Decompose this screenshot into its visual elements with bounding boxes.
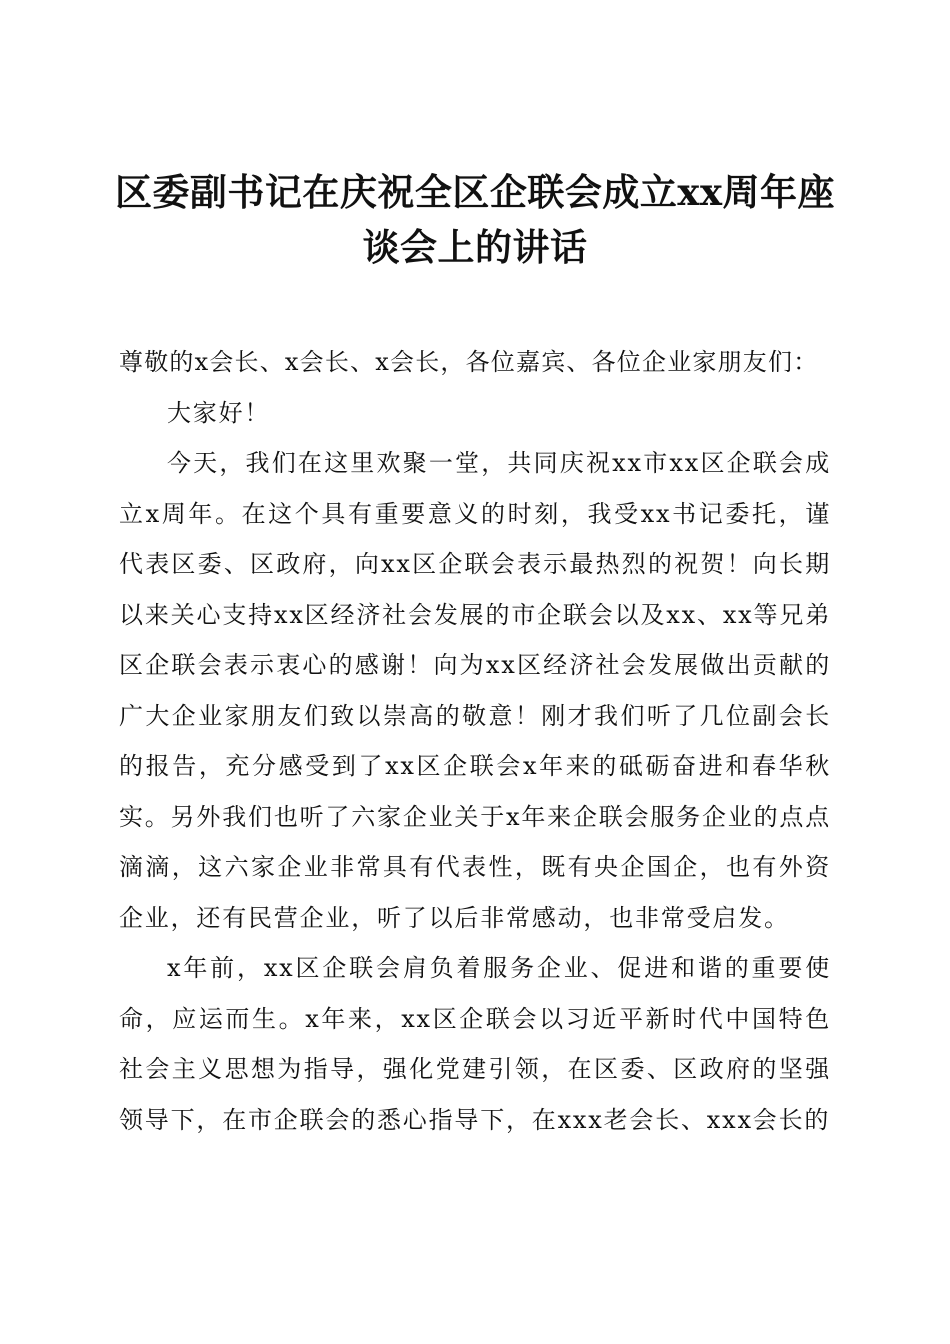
paragraph-2: x年前，xx区企联会肩负着服务企业、促进和谐的重要使命，应运而生。x年来，xx区企联会以习近平新时代中国特色社会主义思想为指导，强化党建引领，在区委、区政府的坚强领导下，在市企联会的悉心指导下，在xxx老会长、xxx会长的 xyxy=(119,954,831,1134)
greeting: 大家好！ xyxy=(167,398,271,427)
salutation: 尊敬的x会长、x会长、x会长，各位嘉宾、各位企业家朋友们： xyxy=(119,348,819,376)
title-line-2: 谈会上的讲话 xyxy=(362,225,588,269)
title-line-1: 区委副书记在庆祝全区企联会成立xx周年座 xyxy=(114,170,836,214)
paragraph-1: 今天，我们在这里欢聚一堂，共同庆祝xx市xx区企联会成立x周年。在这个具有重要意义的时刻，我受xx书记委托，谨代表区委、区政府，向xx区企联会表示最热烈的祝贺！向长期以来关心支持xx区经济社会发展的市企联会以及xx、xx等兄弟区企联会表示衷心的感谢！向为xx区经济社会发展做出贡献的广大企业家朋友们致以崇高的敬意！刚才我们听了几位副会长的报告，充分感受到了xx区企联会x年来的砥砺奋进和春华秋实。另外我们也听了六家企业关于x年来企联会服务企业的点点滴滴，这六家企业非常具有代表性，既有央企国企，也有外资企业，还有民营企业，听了以后非常感动，也非常受启发。 xyxy=(119,449,831,932)
document-body xyxy=(119,337,831,1145)
document-title xyxy=(110,165,840,275)
